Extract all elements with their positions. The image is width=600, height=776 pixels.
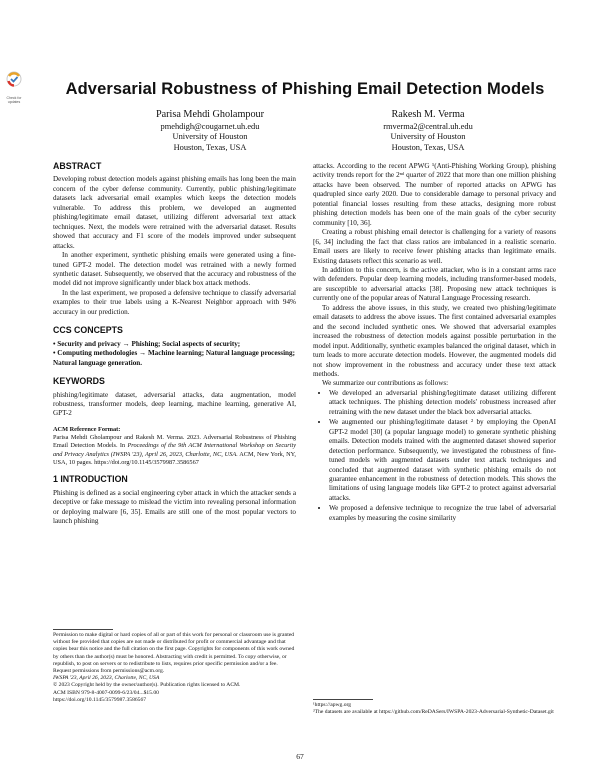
author-affiliation: University of Houston [172, 132, 248, 142]
logo-label: Check for updates [6, 96, 22, 104]
footnote-rule [53, 629, 113, 630]
author-location: Houston, Texas, USA [391, 142, 465, 152]
author-block-1 [100, 110, 320, 153]
author-name: Parisa Mehdi Gholampour [155, 109, 265, 120]
author-affiliation: University of Houston [390, 132, 466, 142]
right-column [313, 162, 556, 524]
paper-title: Adversarial Robustness of Phishing Email Detection Models [65, 80, 545, 98]
body-paragraph: To address the above issues, in this study, we created two phishing/legitimate email datasets to address the above issues. The first contained adversarial examples and the second included synthetic ones. We showed that adversarial examples increased the robustness of detection models against possible perturbation in the model input. Additionally, synthetic examples balanced the original dataset, which in turn leads to more accurate detection models. However, the augmented models did not show improvement in the robustness and accuracy under these text attack methods. [313, 303, 556, 378]
footnote-rule [313, 699, 373, 700]
permission-text: Permission to make digital or hard copies of all or part of this work for personal or classroom use is granted without fee provided that copies are not made or distributed for profit or commercial advantage and that copies bear this notice and the full citation on the first page. Copyrights for components of this work owned by others than the author(s) must be honored. Abstracting with credit is permitted. To copy otherwise, or republish, to post on servers or to redistribute to lists, requires prior specific permission and/or a fee. Request permissions from permissions@acm.org. [53, 632, 295, 675]
introduction-paragraph: Phishing is defined as a social engineering cyber attack in which the attacker sends a deceptive or fake message to mislead the victim into revealing personal information or deploying malware [6, 35]. Emails are still one of the most popular vectors to launch phishing [53, 488, 296, 526]
body-paragraph: In addition to this concern, is the active attacker, who is in a constant arms race with defenders. Popular deep learning models, including transformer-based models, are susceptible to adversarial attacks [38]. Proposing new attack techniques is currently one of the popular areas of Natural Language Processing research. [313, 265, 556, 303]
author-block-2 [318, 110, 538, 153]
list-item: • We developed an adversarial phishing/legitimate dataset utilizing different attack techniques. The phishing detection models' robustness increased after retraining with the new dataset under the black box adversarial attacks. [329, 389, 556, 417]
body-paragraph: attacks. According to the recent APWG ¹(Anti-Phishing Working Group), phishing activity trends report for the 2ⁿᵈ quarter of 2022 that more than one million phishing attacks have been observed. The number of reported attacks on APWG has quadrupled since early 2020. Due to considerable damage to personal privacy and potential financial losses resulting from these attacks, designing more robust phishing detection models has been one of the main goals of the cyber security community [10, 36]. [313, 162, 556, 227]
permission-block [53, 632, 296, 704]
list-item: • We proposed a defensive technique to recognize the true label of adversarial examples by measuring the cosine similarity [329, 504, 556, 523]
ccs-line: • Security and privacy → Phishing; Social aspects of security; [53, 339, 241, 348]
left-column [53, 162, 296, 527]
reference-format [53, 426, 296, 467]
body-paragraph: We summarize our contributions as follows: [322, 379, 449, 388]
author-email[interactable]: pmehdigh@cougarnet.uh.edu [160, 121, 260, 131]
abstract-paragraph: In the last experiment, we proposed a defensive technique to classify adversarial examples to their true labels using a K-Nearest Neighbor approach with 94% accuracy in our prediction. [53, 288, 296, 316]
ccs-heading: CCS CONCEPTS [53, 325, 123, 336]
reference-rest[interactable]: ACM, New York, NY, USA, 10 pages. https://doi.org/10.1145/3579987.3586567 [53, 450, 296, 467]
abstract-paragraph: Developing robust detection models against phishing emails has long been the main concern of the cyber defense community. Currently, public phishing/legitimate datasets lack adversarial email examples which keeps the detection models vulnerable. To address this problem, we developed an augmented phishing/legitimate email dataset, utilizing different adversarial text attack techniques. Next, the models were retrained with the adversarial dataset. Results showed that accuracy and F1 score of the models improved under subsequent attacks. [53, 175, 296, 250]
keywords-text: phishing/legitimate dataset, adversarial attacks, data augmentation, model robustness, transformer models, deep learning, machine learning, generative AI, GPT-2 [53, 390, 296, 418]
list-item: • We augmented our phishing/legitimate dataset ² by employing the OpenAI GPT-2 model [30] (a popular language model) to generate synthetic phishing emails. Detection models trained with the augmented dataset showed superior detection performance. Subsequently, we investigated the robustness of fine-tuned models with augmented datasets under text attack techniques and concluded that augmented dataset with synthetic phishing emails do not guarantee enhancement in the robustness of detection models. This shows the limitations of using language models like GPT-2 to protect against adversarial attacks. [329, 418, 556, 503]
abstract-heading: ABSTRACT [53, 161, 102, 171]
reference-venue: Proceedings of the 9th ACM International Workshop on Security and Privacy Analytics (IWSPA '23), April 26, 2023, Charlotte, NC, USA. [53, 442, 297, 458]
reference-authors: Parisa Mehdi Gholampour and Rakesh M. Verma. 2023. Adversarial Robustness of Phishing Email Detection Models. In [53, 434, 296, 450]
author-email[interactable]: rmverma2@central.uh.edu [383, 121, 473, 131]
footnote[interactable]: ¹https://apwg.org [313, 702, 352, 708]
permission-doi[interactable]: https://doi.org/10.1145/3579987.3586567 [53, 696, 147, 703]
permission-copyright: © 2023 Copyright held by the owner/author(s). Publication rights licensed to ACM. [53, 682, 241, 689]
footnote[interactable]: ²The datasets are available at https://github.com/ReDASers/IWSPA-2023-Adversarial-Synthetic-Dataset.git [313, 709, 554, 716]
introduction-heading: 1 INTRODUCTION [53, 474, 128, 485]
contribution-list [313, 389, 556, 523]
permission-isbn: ACM ISBN 979-8-4007-0099-6/23/04...$15.00 [53, 689, 159, 696]
author-location: Houston, Texas, USA [173, 142, 247, 152]
abstract-paragraph: In another experiment, synthetic phishing emails were generated using a fine-tuned GPT-2 model. The detection model was retrained with a newly formed synthetic dataset. Subsequently, we observed that the accuracy and robustness of the model did not improve significantly under black box attack methods. [53, 251, 296, 288]
reference-format-heading: ACM Reference Format: [53, 425, 121, 433]
author-name: Rakesh M. Verma [391, 109, 465, 120]
body-paragraph: Creating a robust phishing email detector is challenging for a variety of reasons [6, 34] including the fact that class ratios are imbalanced in a realistic scenario. Email users are likely to receive fewer phishing attacks than legitimate emails. Existing datasets reflect this scenario as well. [313, 228, 556, 265]
keywords-heading: KEYWORDS [53, 376, 105, 387]
permission-venue: IWSPA '23, April 26, 2023, Charlotte, NC, USA [53, 675, 160, 682]
right-footnotes [313, 702, 556, 716]
page-number: 67 [296, 752, 304, 761]
ccs-line: • Computing methodologies → Machine learning; Natural language processing; Natural language generation. [53, 349, 295, 367]
check-for-updates-logo[interactable] [2, 70, 26, 104]
